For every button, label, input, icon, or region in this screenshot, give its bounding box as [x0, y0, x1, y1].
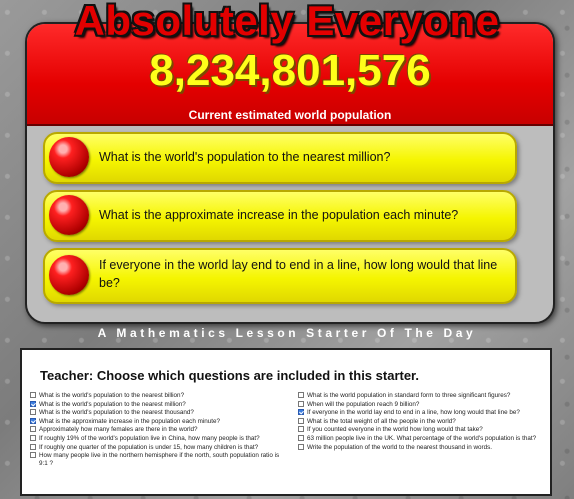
question-option[interactable]: 63 million people live in the UK. What percentage of the world's population is that?: [298, 435, 548, 443]
teacher-panel: [20, 348, 552, 496]
options-left-column: [30, 392, 280, 468]
checkbox[interactable]: [298, 418, 304, 424]
question-option[interactable]: If you counted everyone in the world how long would that take?: [298, 426, 548, 434]
question-option[interactable]: If roughly 19% of the world's population live in China, how many people is that?: [30, 435, 280, 443]
question-option[interactable]: If everyone in the world lay end to end in a line, how long would that line be?: [298, 409, 548, 417]
red-ball-icon[interactable]: [49, 255, 89, 295]
checkbox[interactable]: [30, 401, 36, 407]
checkbox[interactable]: [30, 426, 36, 432]
main-panel: [25, 22, 555, 324]
page-title: Absolutely Everyone: [74, 0, 500, 44]
checkbox[interactable]: [298, 435, 304, 441]
question-option[interactable]: What is the world's population to the nearest billion?: [30, 392, 280, 400]
question-option[interactable]: Write the population of the world to the nearest thousand in words.: [298, 444, 548, 452]
question-option[interactable]: What is the world's population to the nearest thousand?: [30, 409, 280, 417]
population-label: Current estimated world population: [188, 108, 392, 122]
question-option[interactable]: What is the world population in standard form to three significant figures?: [298, 392, 548, 400]
checkbox[interactable]: [30, 409, 36, 415]
red-ball-icon[interactable]: [49, 195, 89, 235]
checkbox[interactable]: [30, 435, 36, 441]
checkbox[interactable]: [298, 444, 304, 450]
checkbox[interactable]: [30, 444, 36, 450]
population-counter: 8,234,801,576: [149, 46, 431, 95]
question-option[interactable]: What is the total weight of all the people in the world?: [298, 418, 548, 426]
checkbox[interactable]: [298, 392, 304, 398]
checkbox[interactable]: [30, 452, 36, 458]
question-2[interactable]: [43, 190, 517, 242]
starter-caption: A Mathematics Lesson Starter Of The Day: [97, 326, 477, 340]
question-text: What is the world's population to the nearest million?: [99, 150, 391, 164]
checkbox[interactable]: [298, 409, 304, 415]
checkbox[interactable]: [30, 418, 36, 424]
question-option[interactable]: What is the world's population to the nearest million?: [30, 401, 280, 409]
teacher-heading: Teacher: Choose which questions are included in this starter.: [40, 368, 420, 383]
question-3[interactable]: [43, 248, 517, 304]
options-right-column: [298, 392, 548, 452]
question-1[interactable]: [43, 132, 517, 184]
question-option[interactable]: How many people live in the northern hemisphere if the north, south population ratio is 9:1 ?: [30, 452, 280, 467]
question-text: If everyone in the world lay end to end in a line, how long would that line be?: [99, 258, 498, 290]
question-option[interactable]: What is the approximate increase in the population each minute?: [30, 418, 280, 426]
question-text: What is the approximate increase in the population each minute?: [99, 208, 459, 222]
checkbox[interactable]: [298, 426, 304, 432]
question-option[interactable]: When will the population reach 9 billion?: [298, 401, 548, 409]
red-ball-icon[interactable]: [49, 137, 89, 177]
checkbox[interactable]: [298, 401, 304, 407]
question-option[interactable]: If roughly one quarter of the population is under 15, how many children is that?: [30, 444, 280, 452]
question-option[interactable]: Approximately how many females are there in the world?: [30, 426, 280, 434]
checkbox[interactable]: [30, 392, 36, 398]
